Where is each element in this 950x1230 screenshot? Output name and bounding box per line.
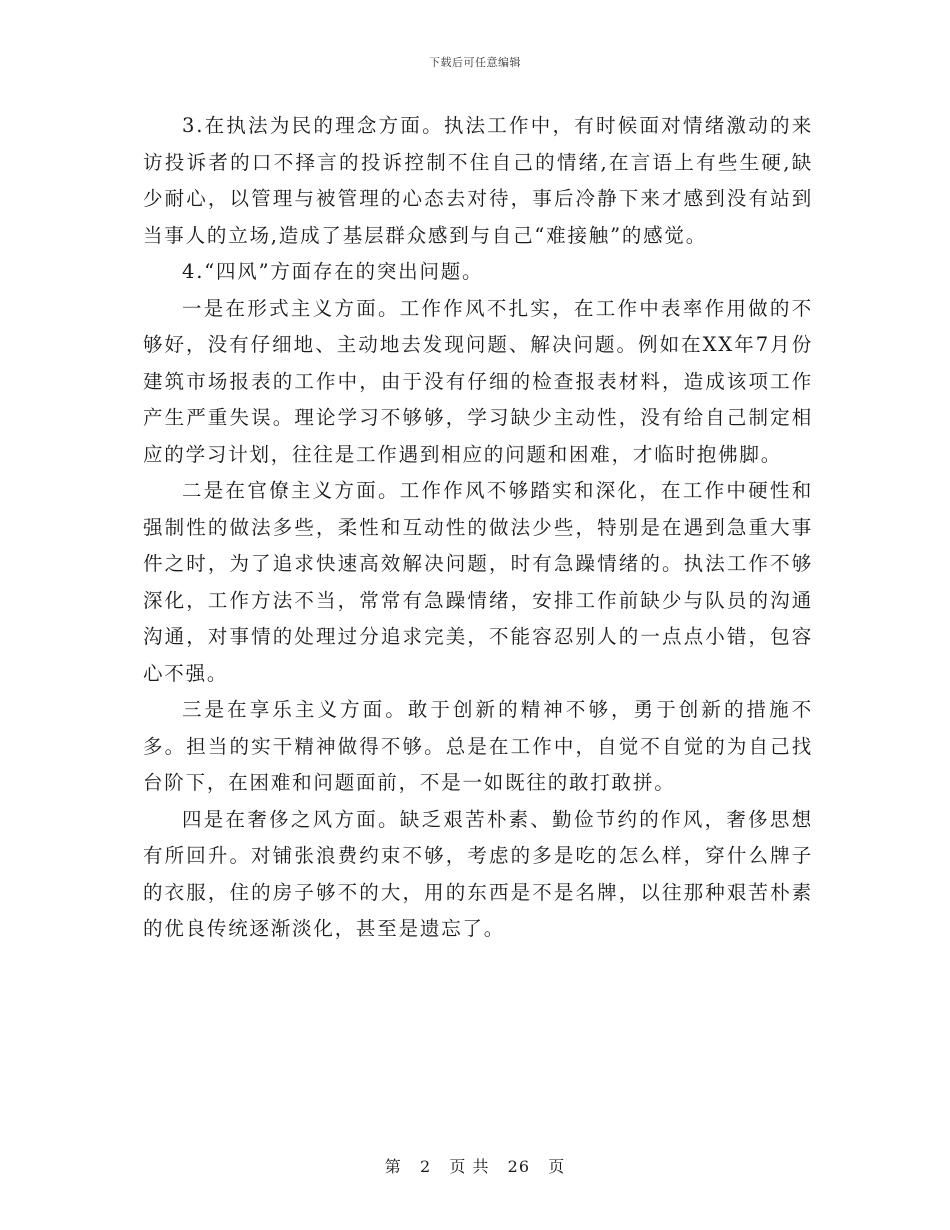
footer-prefix: 第: [384, 1157, 402, 1176]
page-footer: [0, 1154, 950, 1177]
paragraph-extravagance: 四是在奢侈之风方面。缺乏艰苦朴素、勤俭节约的作风，奢侈思想有所回升。对铺张浪费约束不够，考虑的多是吃的怎么样，穿什么牌子的衣服，住的房子够不的大，用的东西是不是名牌，以往那种艰苦朴素的优良传统逐渐淡化，甚至是遗忘了。: [143, 807, 813, 940]
paragraph-bureaucratism: 二是在官僚主义方面。工作作风不够踏实和深化，在工作中硬性和强制性的做法多些，柔性和互动性的做法少些，特别是在遇到急重大事件之时，为了追求快速高效解决问题，时有急躁情绪的。执法工作不够深化，工作方法不当，常常有急躁情绪，安排工作前缺少与队员的沟通沟通，对事情的处理过分追求完美，不能容忍别人的一点点小错，包容心不强。: [143, 479, 813, 685]
footer-total-pages: 26: [507, 1157, 530, 1176]
footer-page-number: 2: [419, 1157, 432, 1176]
paragraph-hedonism: 三是在享乐主义方面。敢于创新的精神不够，勇于创新的措施不多。担当的实干精神做得不够。总是在工作中，自觉不自觉的为自己找台阶下，在困难和问题面前，不是一如既往的敢打敢拼。: [143, 698, 813, 794]
footer-middle: 页 共: [449, 1157, 490, 1176]
paragraph-law-enforcement: 3.在执法为民的理念方面。执法工作中，有时候面对情绪激动的来访投诉者的口不择言的投诉控制不住自己的情绪,在言语上有些生硬,缺少耐心，以管理与被管理的心态去对待，事后冷静下来才感到没有站到当事人的立场,造成了基层群众感到与自己“难接触”的感觉。: [143, 114, 813, 247]
footer-suffix: 页: [548, 1157, 566, 1176]
paragraph-formalism: 一是在形式主义方面。工作作风不扎实，在工作中表率作用做的不够好，没有仔细地、主动地去发现问题、解决问题。例如在XX年7月份建筑市场报表的工作中，由于没有仔细的检查报表材料，造成该项工作产生严重失误。理论学习不够够，学习缺少主动性，没有给自己制定相应的学习计划，往往是工作遇到相应的问题和困难，才临时抱佛脚。: [143, 296, 813, 466]
document-body: [143, 108, 813, 948]
paragraph-four-winds-heading: 4.“四风”方面存在的突出问题。: [182, 260, 484, 283]
page-header: 下载后可任意编辑: [429, 56, 521, 69]
